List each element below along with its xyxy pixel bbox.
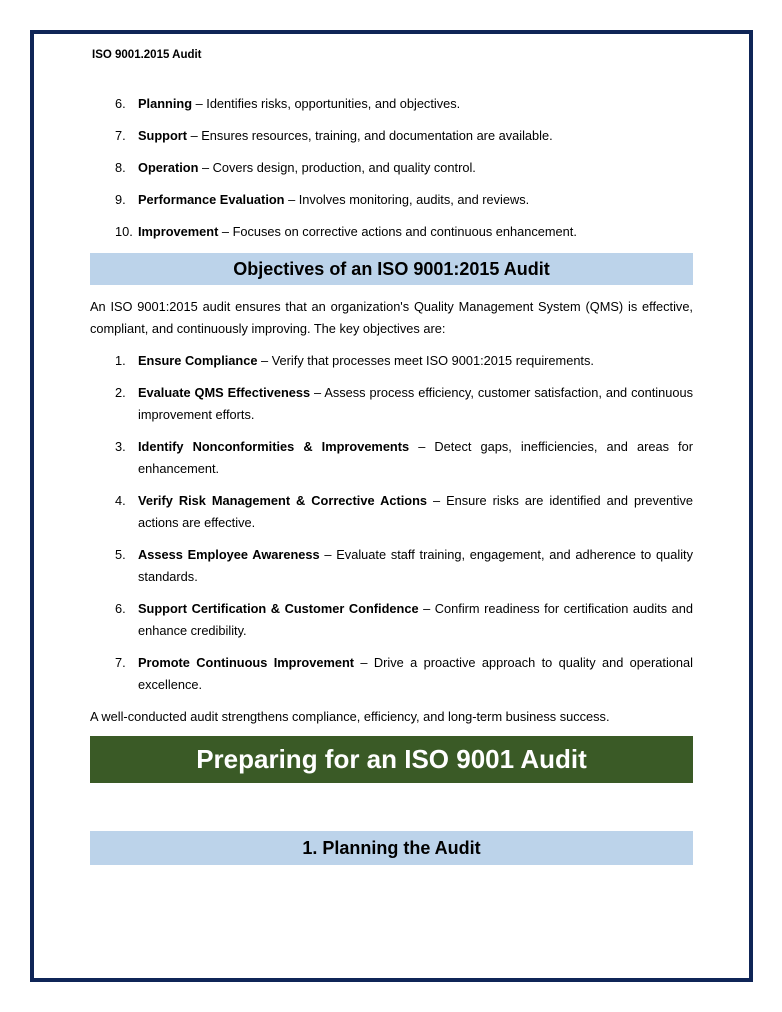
list-item-term: Promote Continuous Improvement xyxy=(138,655,355,670)
list-item-description: – Verify that processes meet ISO 9001:2015 requirements. xyxy=(257,353,594,368)
page-content xyxy=(90,34,693,865)
list-item-term: Planning xyxy=(138,96,193,111)
list-item-description: – Detect gaps, inefficiencies, and areas for enhancement. xyxy=(138,439,693,476)
list-item-term: Ensure Compliance xyxy=(138,353,258,368)
section-heading-objectives: Objectives of an ISO 9001:2015 Audit xyxy=(90,253,693,285)
list-item xyxy=(90,652,693,696)
list-item-term: Verify Risk Management & Corrective Actions xyxy=(138,493,428,508)
list-item xyxy=(90,436,693,480)
list-item-term: Assess Employee Awareness xyxy=(138,547,320,562)
list-item-description: – Confirm readiness for certification audits and enhance credibility. xyxy=(138,601,693,638)
document-header-title: ISO 9001.2015 Audit xyxy=(92,49,202,61)
list-item xyxy=(90,125,693,147)
list-item-term: Identify Nonconformities & Improvements xyxy=(138,439,410,454)
qms-clauses-list xyxy=(90,93,693,243)
section-heading-planning: 1. Planning the Audit xyxy=(90,831,693,865)
list-item-number: 8. xyxy=(115,160,126,175)
objectives-list xyxy=(90,350,693,696)
list-item-number: 3. xyxy=(115,439,126,454)
list-item-number: 6. xyxy=(115,601,126,616)
list-item-term: Performance Evaluation xyxy=(138,192,285,207)
list-item-description: – Ensures resources, training, and documentation are available. xyxy=(187,128,553,143)
list-item-number: 5. xyxy=(115,547,126,562)
list-item-description: – Drive a proactive approach to quality and operational excellence. xyxy=(138,655,694,692)
list-item xyxy=(90,350,693,372)
list-item-term: Evaluate QMS Effectiveness xyxy=(138,385,311,400)
list-item-term: Operation xyxy=(138,160,199,175)
list-item xyxy=(90,221,693,243)
list-item-term: Support xyxy=(138,128,188,143)
list-item xyxy=(90,382,693,426)
list-item-description: – Assess process efficiency, customer satisfaction, and continuous improvement efforts. xyxy=(138,385,693,422)
list-item-description: – Involves monitoring, audits, and reviews. xyxy=(284,192,530,207)
objectives-closing-paragraph: A well-conducted audit strengthens compliance, efficiency, and long-term business success. xyxy=(90,709,610,724)
list-item-number: 7. xyxy=(115,655,126,670)
list-item-description: – Identifies risks, opportunities, and objectives. xyxy=(192,96,461,111)
objectives-intro-paragraph: An ISO 9001:2015 audit ensures that an organization's Quality Management System (QMS) is effective, compliant, and continuously improving. The key objectives are: xyxy=(90,299,693,336)
list-item-number: 6. xyxy=(115,96,126,111)
list-item-number: 9. xyxy=(115,192,126,207)
list-item xyxy=(90,598,693,642)
list-item-description: – Covers design, production, and quality control. xyxy=(198,160,476,175)
section-title-preparing: Preparing for an ISO 9001 Audit xyxy=(90,736,693,783)
list-item xyxy=(90,189,693,211)
list-item xyxy=(90,93,693,115)
list-item xyxy=(90,157,693,179)
list-item-description: – Ensure risks are identified and preventive actions are effective. xyxy=(138,493,693,530)
list-item xyxy=(90,544,693,588)
list-item-term: Improvement xyxy=(138,224,219,239)
list-item-number: 4. xyxy=(115,493,126,508)
list-item-description: – Focuses on corrective actions and continuous enhancement. xyxy=(218,224,577,239)
list-item-description: – Evaluate staff training, engagement, and adherence to quality standards. xyxy=(138,547,694,584)
list-item-number: 1. xyxy=(115,353,126,368)
list-item-term: Support Certification & Customer Confidence xyxy=(138,601,419,616)
list-item xyxy=(90,490,693,534)
list-item-number: 7. xyxy=(115,128,126,143)
list-item-number: 2. xyxy=(115,385,126,400)
list-item-number: 10. xyxy=(115,224,133,239)
